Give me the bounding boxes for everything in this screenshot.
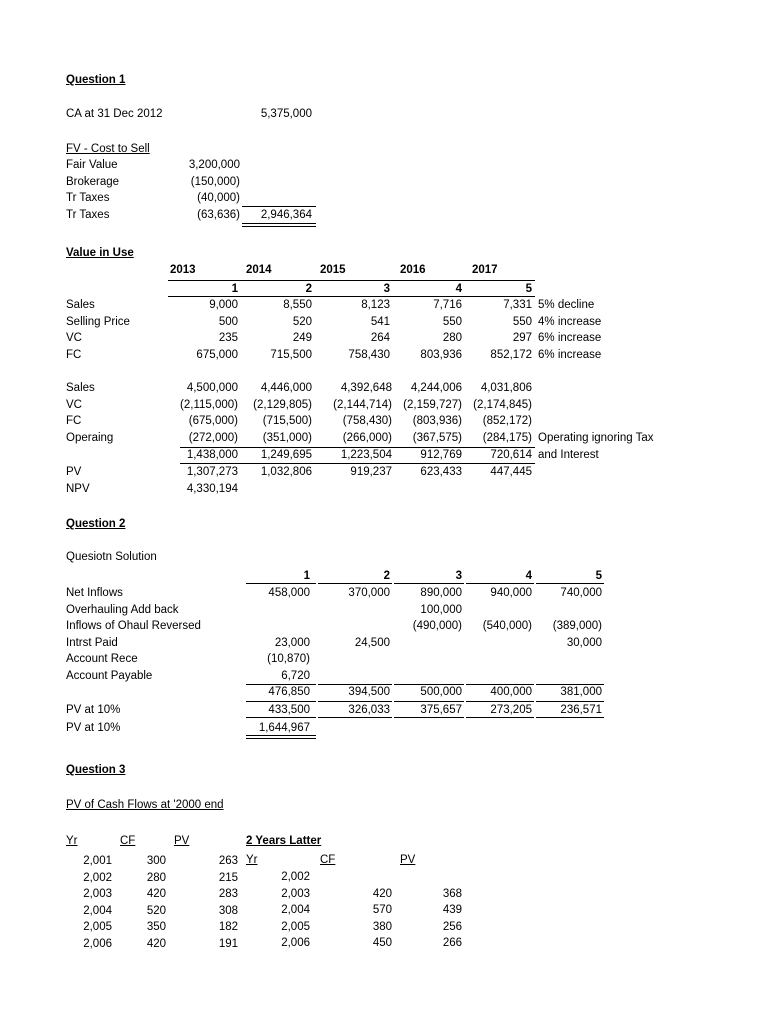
cash-row-label: FC (66, 415, 82, 427)
q3-later-pv-header: PV (400, 854, 416, 866)
input-row-note: 6% increase (538, 332, 602, 344)
q3-right-pv: 266 (442, 937, 462, 949)
q3-left-cf: 280 (146, 871, 166, 884)
q2-cell: 458,000 (268, 587, 310, 599)
q2-title: Question 2 (66, 518, 126, 530)
input-cell: 235 (218, 332, 238, 344)
q2-row-label: Inflows of Ohaul Reversed (66, 620, 201, 632)
q3-right-cf: 380 (372, 920, 392, 933)
pv-cell: 623,433 (420, 466, 462, 478)
cash-cell: (2,159,727) (403, 398, 462, 411)
q2-pv-rule-bottom (394, 717, 464, 718)
input-cell: 541 (370, 315, 390, 328)
cash-cell: (272,000) (188, 431, 238, 444)
q2-row-label: Account Rece (66, 653, 138, 665)
q1-header-rule-bottom (168, 296, 535, 297)
period-header: 1 (231, 283, 238, 295)
input-cell: 9,000 (209, 299, 238, 311)
q2-pv-total: 1,644,967 (258, 722, 310, 734)
q3-right-yr: 2,005 (281, 920, 310, 933)
q2-row-label: Intrst Paid (66, 636, 118, 649)
period-header: 4 (455, 283, 462, 295)
q2-cell: 370,000 (348, 587, 390, 599)
fv-row-label: Brokerage (66, 175, 120, 188)
q3-left-cf: 420 (146, 888, 166, 900)
q3-right-cf: 450 (372, 937, 392, 949)
cash-cell: (367,575) (412, 431, 462, 444)
period-header: 3 (383, 283, 390, 295)
q2-pv-rule-top (318, 701, 392, 702)
q2-total-cell: 400,000 (490, 686, 532, 698)
q3-left-pv: 191 (218, 937, 238, 950)
q1-header-rule-top (168, 280, 535, 281)
q1-pv-rule (180, 463, 535, 464)
input-cell: 758,430 (348, 348, 390, 361)
q2-total-cell: 381,000 (560, 686, 602, 698)
cash-row-label: Operaing (66, 431, 114, 444)
q2-cell: (10,870) (267, 653, 310, 665)
q2-pv-cell: 433,500 (268, 704, 310, 716)
input-cell: 520 (292, 315, 312, 328)
q1-title: Question 1 (66, 74, 126, 86)
q2-subtitle: Quesiotn Solution (66, 551, 157, 563)
q3-later-title: 2 Years Latter (246, 835, 322, 847)
q3-right-yr: 2,006 (281, 937, 310, 949)
q2-period-header: 1 (303, 570, 310, 582)
pv-cell: 919,237 (350, 466, 392, 478)
fv-row-label: Tr Taxes (66, 208, 110, 221)
q2-row-label: Overhauling Add back (66, 603, 179, 616)
q3-right-yr: 2,003 (281, 887, 310, 900)
cash-cell: (266,000) (342, 431, 392, 444)
input-row-note: 6% increase (538, 348, 602, 361)
q3-left-cf: 350 (146, 921, 166, 933)
input-cell: 675,000 (196, 348, 238, 361)
q3-left-yr: 2,003 (83, 888, 112, 900)
fv-row-value: 3,200,000 (188, 159, 240, 171)
cash-cell: 4,392,648 (340, 382, 392, 394)
input-row-label: Selling Price (66, 315, 130, 328)
q3-pv-header: PV (174, 835, 190, 847)
q2-pv-cell: 236,571 (560, 704, 602, 716)
q2-header-rule (246, 583, 316, 584)
q2-pv-rule-bottom (536, 717, 604, 718)
period-header: 5 (525, 283, 532, 295)
q3-later-cf-header: CF (320, 854, 336, 866)
input-cell: 550 (512, 315, 532, 328)
cash-total-cell: 720,614 (490, 449, 532, 461)
q2-pv-total-double-rule (246, 735, 316, 739)
q3-right-cf: 570 (372, 904, 392, 916)
ca-label: CA at 31 Dec 2012 (66, 108, 163, 120)
q3-left-pv: 283 (218, 888, 238, 900)
q2-total-cell: 500,000 (420, 686, 462, 698)
q2-cell: 24,500 (354, 636, 390, 649)
q3-left-pv: 215 (218, 871, 238, 884)
q3-yr-header: Yr (66, 835, 78, 847)
input-cell: 8,123 (361, 299, 390, 311)
q2-period-header: 4 (525, 570, 532, 582)
q2-row-label: Net Inflows (66, 587, 123, 599)
q3-right-pv: 256 (442, 920, 462, 933)
q2-pv-rule-bottom (318, 717, 392, 718)
q3-left-cf: 300 (146, 855, 166, 867)
q3-left-yr: 2,001 (83, 855, 112, 867)
q2-cell: 940,000 (490, 587, 532, 599)
cash-total-cell: 1,438,000 (186, 449, 238, 461)
input-row-label: Sales (66, 299, 95, 311)
fv-row-value: (63,636) (197, 208, 240, 221)
input-cell: 803,936 (420, 348, 462, 361)
cash-cell: (2,129,805) (253, 398, 312, 411)
cash-cell: (675,000) (188, 415, 238, 427)
pv-cell: 447,445 (490, 466, 532, 478)
input-cell: 280 (442, 332, 462, 344)
q3-cf-header: CF (120, 835, 136, 847)
year-header: 2017 (472, 264, 498, 276)
q3-left-yr: 2,005 (83, 921, 112, 933)
fv-total-double-rule (242, 223, 316, 227)
input-cell: 7,716 (433, 299, 462, 311)
q2-cell: 890,000 (420, 587, 462, 599)
q2-header-rule (318, 583, 392, 584)
q2-pv2-label: PV at 10% (66, 722, 121, 734)
input-row-note: 5% decline (538, 299, 595, 311)
cash-total-cell: 1,223,504 (340, 449, 392, 461)
fv-row-value: (40,000) (197, 192, 240, 204)
q2-pv-rule-bottom (466, 717, 534, 718)
input-row-label: FC (66, 348, 82, 361)
q3-later-yr-header: Yr (246, 854, 258, 866)
q2-pv-rule-bottom (246, 717, 316, 718)
q3-right-cf: 420 (372, 887, 392, 900)
q3-left-pv: 182 (218, 921, 238, 933)
q3-left-cf: 520 (146, 904, 166, 917)
input-cell: 264 (370, 332, 390, 344)
fv-row-label: Fair Value (66, 159, 118, 171)
cash-note-1: Operating ignoring Tax (538, 432, 654, 444)
year-header: 2013 (170, 264, 196, 276)
q2-pv-rule-top (536, 701, 604, 702)
input-cell: 715,500 (270, 348, 312, 361)
q2-pv-cell: 273,205 (490, 704, 532, 716)
fv-row-label: Tr Taxes (66, 192, 110, 204)
input-cell: 249 (292, 332, 312, 344)
pv-label: PV (66, 466, 82, 478)
cash-cell: (2,144,714) (333, 398, 392, 411)
cash-cell: (351,000) (262, 431, 312, 444)
q2-cell: (490,000) (412, 620, 462, 632)
fv-title: FV - Cost to Sell (66, 143, 150, 155)
ca-value: 5,375,000 (260, 108, 312, 120)
input-cell: 550 (442, 315, 462, 328)
q2-cell: 100,000 (420, 603, 462, 616)
cash-cell: (758,430) (342, 415, 392, 427)
q2-pv-rule-top (466, 701, 534, 702)
input-cell: 852,172 (490, 348, 532, 361)
q2-pv-rule-top (394, 701, 464, 702)
input-cell: 297 (512, 332, 532, 344)
q3-subtitle: PV of Cash Flows at '2000 end (66, 799, 224, 811)
cash-total-cell: 912,769 (420, 449, 462, 461)
q2-pv-cell: 375,657 (420, 704, 462, 716)
input-cell: 500 (218, 315, 238, 328)
q2-period-header: 5 (595, 570, 602, 582)
input-row-note: 4% increase (538, 315, 602, 328)
q3-title: Question 3 (66, 764, 126, 776)
q2-cell: (389,000) (552, 620, 602, 632)
cash-cell: (852,172) (482, 415, 532, 427)
q3-right-yr: 2,004 (281, 904, 310, 916)
q2-cell: 6,720 (281, 669, 310, 682)
cash-row-label: Sales (66, 382, 95, 394)
q3-right-pv: 368 (442, 887, 462, 900)
q2-total-cell: 394,500 (348, 686, 390, 698)
q3-left-pv: 308 (218, 904, 238, 917)
q2-row-label: Account Payable (66, 669, 153, 682)
pv-cell: 1,032,806 (260, 466, 312, 478)
q2-pv-rule-top (246, 701, 316, 702)
npv-value: 4,330,194 (186, 483, 238, 495)
q3-left-pv: 263 (218, 855, 238, 867)
cash-row-label: VC (66, 398, 82, 411)
q2-total-cell: 476,850 (268, 686, 310, 698)
q3-right-pv: 439 (442, 904, 462, 916)
fv-total-top-rule (242, 206, 316, 207)
q3-left-yr: 2,006 (83, 937, 112, 950)
q2-header-rule (394, 583, 464, 584)
input-row-label: VC (66, 332, 82, 344)
q2-cell: (540,000) (482, 620, 532, 632)
cash-cell: 4,031,806 (480, 382, 532, 394)
q2-pv1-label: PV at 10% (66, 704, 121, 716)
npv-label: NPV (66, 483, 90, 495)
cash-cell: 4,244,006 (410, 382, 462, 394)
viu-title: Value in Use (66, 247, 134, 259)
q2-header-rule (466, 583, 534, 584)
cash-cell: (803,936) (412, 415, 462, 427)
fv-row-value: (150,000) (190, 175, 240, 188)
year-header: 2015 (320, 264, 346, 276)
q2-cell: 740,000 (560, 587, 602, 599)
q3-left-yr: 2,002 (83, 871, 112, 884)
q2-period-header: 2 (383, 570, 390, 582)
q3-left-yr: 2,004 (83, 904, 112, 917)
cash-total-cell: 1,249,695 (260, 449, 312, 461)
q2-period-header: 3 (455, 570, 462, 582)
year-header: 2016 (400, 264, 426, 276)
cash-cell: (284,175) (482, 431, 532, 444)
fv-total: 2,946,364 (260, 209, 312, 221)
input-cell: 8,550 (283, 299, 312, 311)
q2-pv-cell: 326,033 (348, 704, 390, 716)
input-cell: 7,331 (503, 299, 532, 311)
cash-cell: 4,446,000 (260, 382, 312, 394)
q3-left-cf: 420 (146, 937, 166, 950)
q3-right-yr: 2,002 (281, 871, 310, 883)
cash-note-2: and Interest (538, 449, 599, 461)
q2-header-rule (536, 583, 604, 584)
cash-cell: 4,500,000 (186, 382, 238, 394)
year-header: 2014 (246, 264, 272, 276)
pv-cell: 1,307,273 (186, 466, 238, 478)
q2-cell: 23,000 (274, 636, 310, 649)
cash-cell: (2,115,000) (180, 398, 238, 411)
period-header: 2 (305, 283, 312, 295)
cash-cell: (715,500) (262, 415, 312, 427)
cash-cell: (2,174,845) (473, 398, 532, 411)
q2-cell: 30,000 (566, 636, 602, 649)
